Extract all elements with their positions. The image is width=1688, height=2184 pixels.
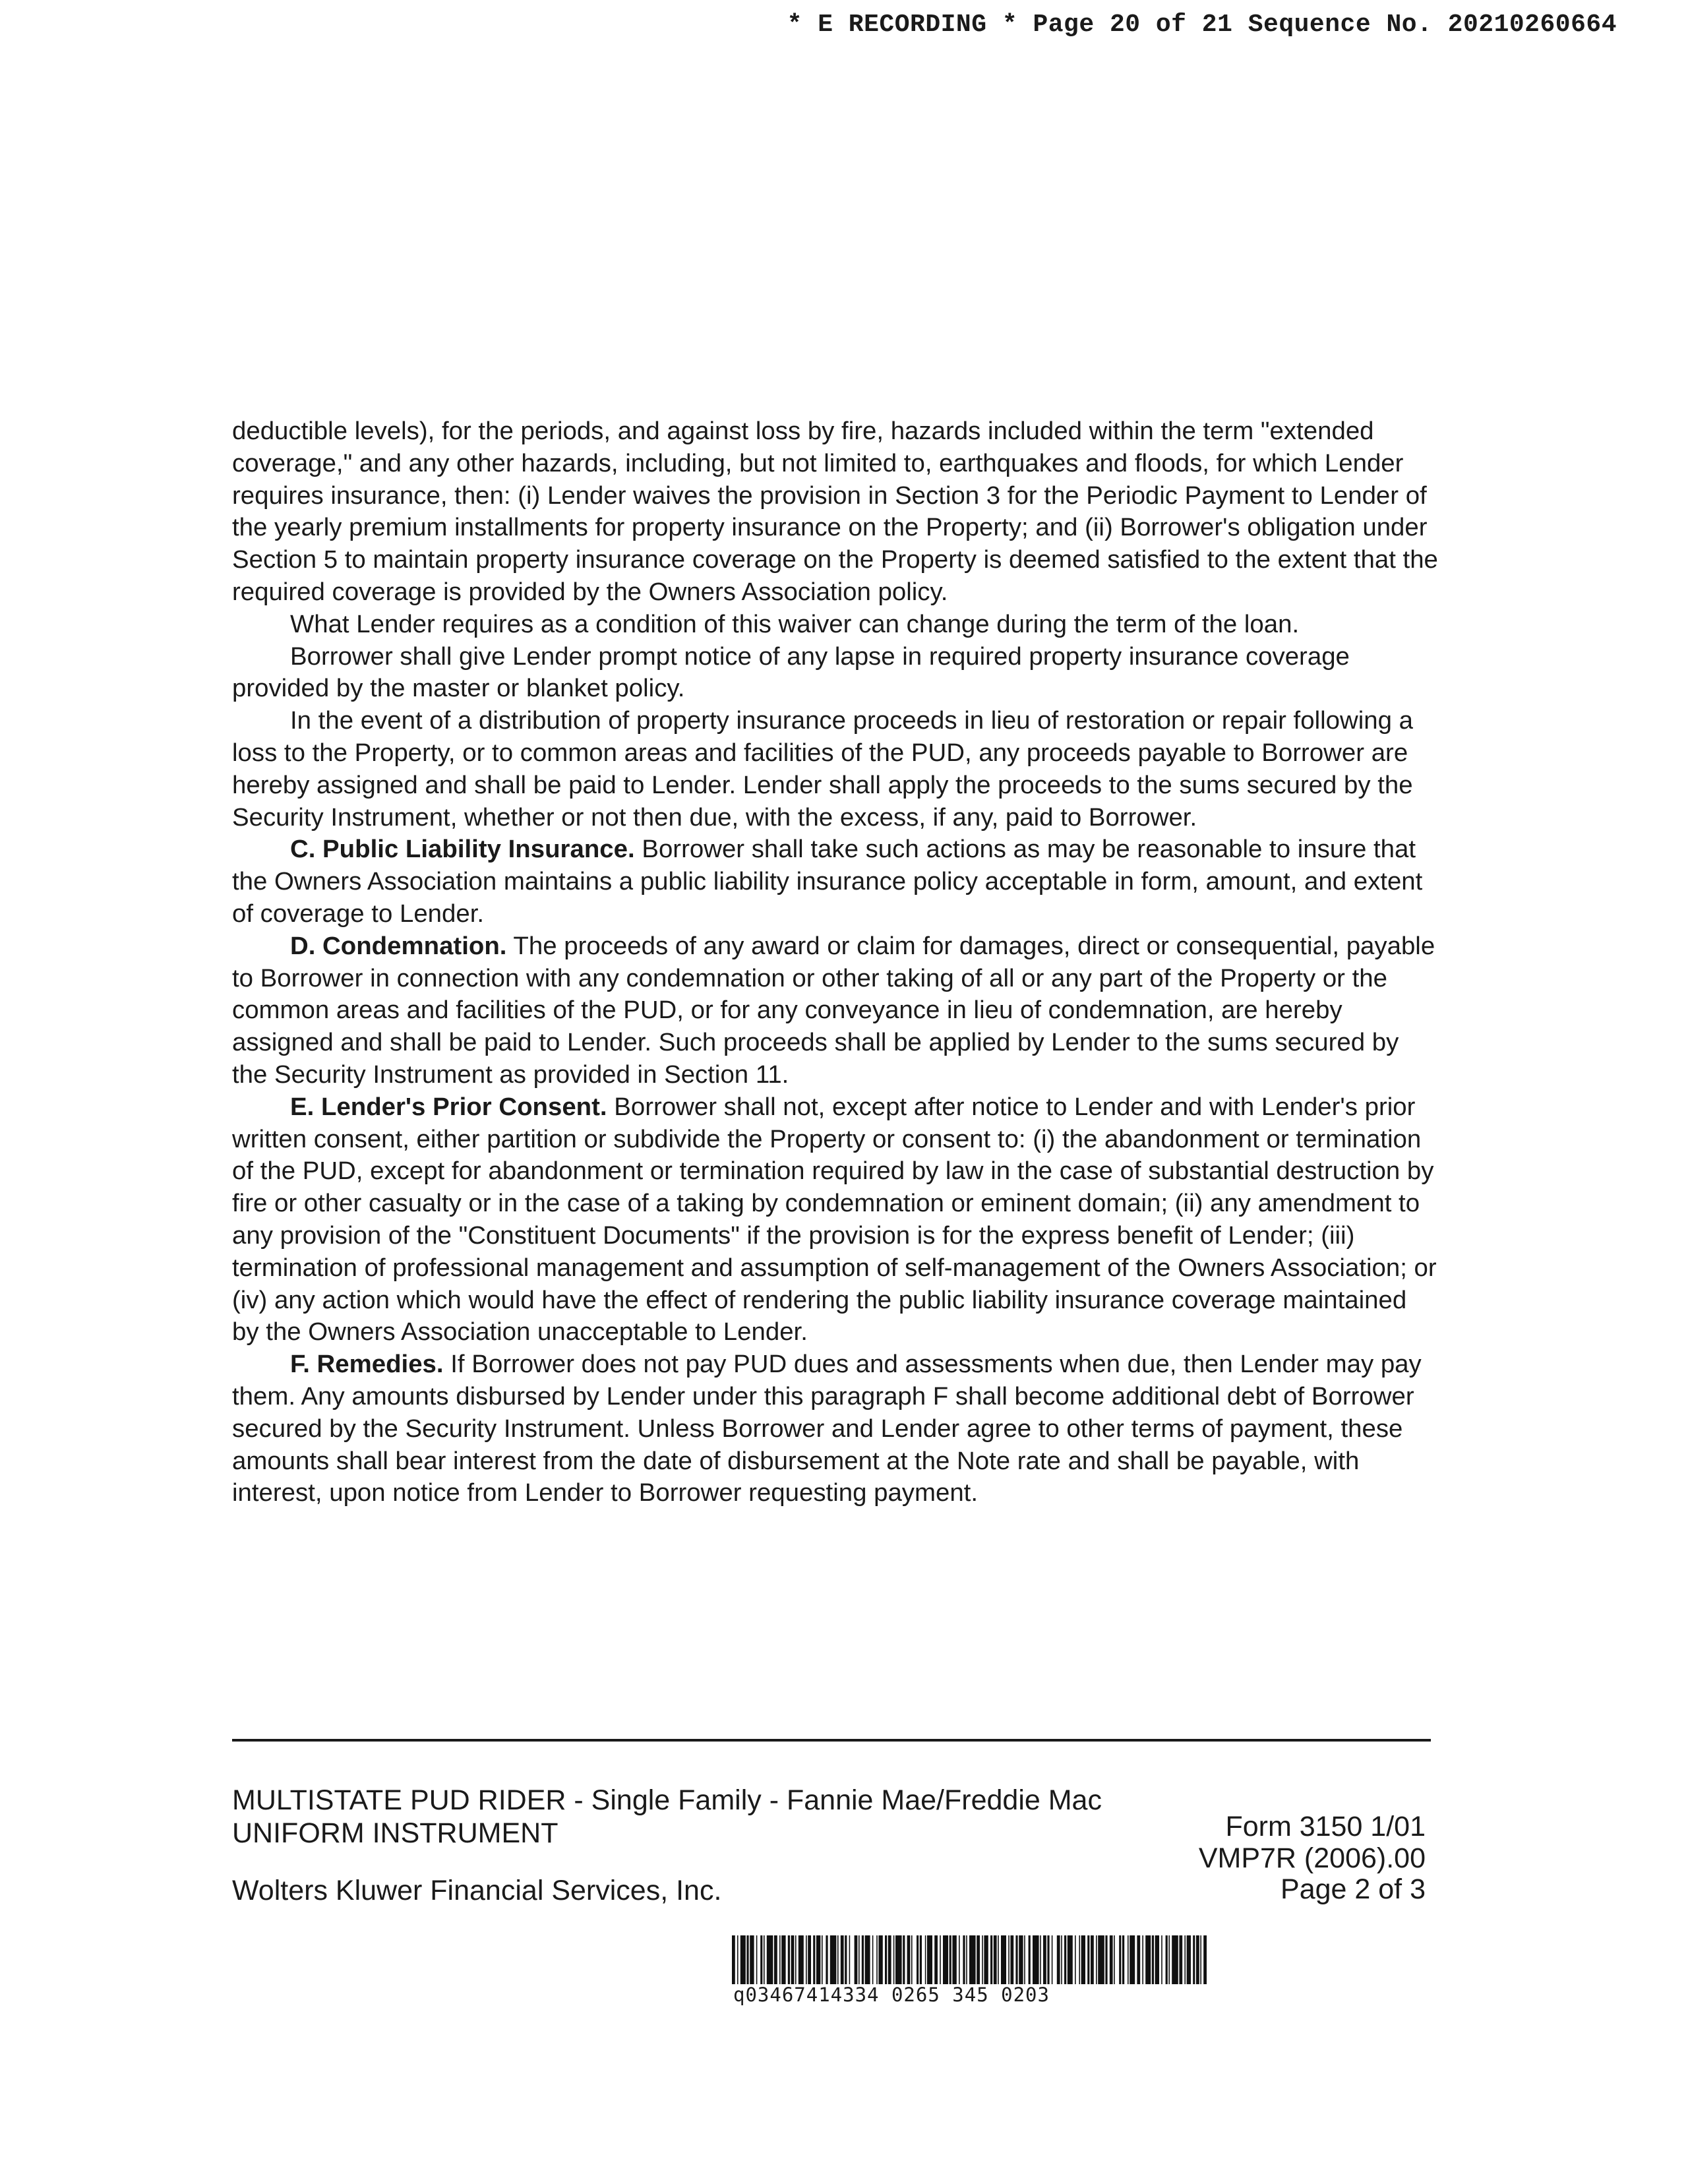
form-number: Form 3150 1/01 [1225,1811,1426,1842]
section-c-heading: C. Public Liability Insurance. [290,835,635,864]
footer-divider [232,1739,1431,1742]
document-body [232,415,1439,1509]
form-subtitle: UNIFORM INSTRUMENT [232,1817,558,1849]
section-e-heading: E. Lender's Prior Consent. [290,1092,607,1121]
form-title: MULTISTATE PUD RIDER - Single Family - Fannie Mae/Freddie Mac [232,1784,1102,1816]
section-f-text: If Borrower does not pay PUD dues and assessments when due, then Lender may pay them. Any amounts disbursed by Lender under this paragraph F shall become additional debt of Borrower secured by the Security Instrument. Unless Borrower and Lender agree to other terms of payment, these amounts shall bear interest from the date of disbursement at the Note rate and shall be payable, with interest, upon notice from Lender to Borrower requesting payment. [232,1350,1422,1507]
paragraph-waiver-conditions: What Lender requires as a condition of this waiver can change during the term of the loan. [290,609,1300,638]
section-d-text: The proceeds of any award or claim for damages, direct or consequential, payable to Borrower in connection with any condemnation or other taking of all or any part of the Property or the common areas and facilities of the PUD, or for any conveyance in lieu of condemnation, are hereby assigned and shall be paid to Lender. Such proceeds shall be applied by Lender to the sums secured by the Security Instrument as provided in Section 11. [232,931,1435,1089]
section-f-remedies [232,1349,1439,1509]
recording-stamp: * E RECORDING * Page 20 of 21 Sequence No. 20210260664 [787,11,1617,39]
publisher-name: Wolters Kluwer Financial Services, Inc. [232,1875,722,1906]
paragraph-lapse-notice: Borrower shall give Lender prompt notice of any lapse in required property insurance coverage provided by the master or blanket policy. [232,642,1350,703]
section-f-heading: F. Remedies. [290,1350,444,1379]
section-d-heading: D. Condemnation. [290,931,507,960]
paragraph-insurance-proceeds: In the event of a distribution of property insurance proceeds in lieu of restoration or repair following a loss to the Property, or to common areas and facilities of the PUD, any proceeds payable to Borrower are hereby assigned and shall be paid to Lender. Lender shall apply the proceeds to the sums secured by the Security Instrument, whether or not then due, with the excess, if any, paid to Borrower. [232,706,1413,832]
section-d-condemnation [232,930,1439,1091]
barcode-number: q03467414334 0265 345 0203 [733,1984,1050,2006]
vmp-code: VMP7R (2006).00 [1198,1842,1426,1874]
section-e-prior-consent [232,1091,1439,1349]
paragraph-insurance-waiver: deductible levels), for the periods, and against loss by fire, hazards included within the term "extended coverage," and any other hazards, including, but not limited to, earthquakes and floods, for which Lender requires insurance, then: (i) Lender waives the provision in Section 3 for the Periodic Payment to Lender of the yearly premium installments for property insurance on the Property; and (ii) Borrower's obligation under Section 5 to maintain property insurance coverage on the Property is deemed satisfied to the extent that the required coverage is provided by the Owners Association policy. [232,417,1438,606]
section-e-text: Borrower shall not, except after notice to Lender and with Lender's prior written consent, either partition or subdivide the Property or consent to: (i) the abandonment or termination of the PUD, except for abandonment or termination required by law in the case of substantial destruction by fire or other casualty or in the case of a taking by condemnation or eminent domain; (ii) any amendment to any provision of the "Constituent Documents" if the provision is for the express benefit of Lender; (iii) termination of professional management and assumption of self-management of the Owners Association; or (iv) any action which would have the effect of rendering the public liability insurance coverage maintained by the Owners Association unacceptable to Lender. [232,1092,1437,1347]
section-c-public-liability [232,834,1439,930]
page-number: Page 2 of 3 [1281,1873,1426,1905]
section-c-text: Borrower shall take such actions as may be reasonable to insure that the Owners Association maintains a public liability insurance policy acceptable in form, amount, and extent of coverage to Lender. [232,835,1423,928]
barcode-image [732,1935,1207,1984]
